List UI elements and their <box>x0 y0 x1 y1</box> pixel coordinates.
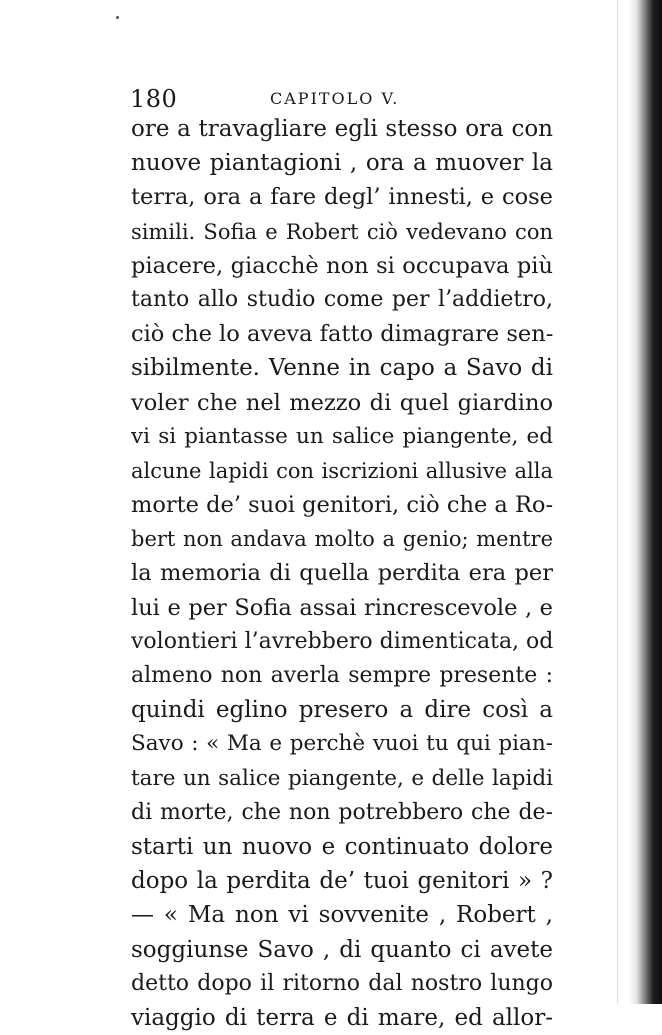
text-line: quindi eglino presero a dire così a <box>131 697 553 724</box>
text-line: Savo : « Ma e perchè vuoi tu qui pian- <box>131 731 553 757</box>
text-line: la memoria di quella perdita era per <box>131 560 553 587</box>
text-line: ore a travagliare egli stesso ora con <box>131 116 553 142</box>
text-line: ciò che lo aveva fatto dimagrare sen- <box>131 321 554 348</box>
text-line: — « Ma non vi sovvenite , Robert , <box>131 902 553 929</box>
text-line: tanto allo studio come per l’addietro, <box>131 286 553 312</box>
body-text <box>131 112 553 1035</box>
text-line: morte de’ suoi genitori, ciò che a Ro- <box>131 492 554 519</box>
text-line: dopo la perdita de’ tuoi genitori » ? <box>131 868 553 895</box>
text-line: bert non andava molto a genio; mentre <box>131 527 553 552</box>
text-line: volontieri l’avrebbero dimenticata, od <box>131 628 554 654</box>
chapter-title: CAPITOLO V. <box>270 89 400 108</box>
text-line: viaggio di terra e di mare, ed allor- <box>131 1004 553 1031</box>
page-edge-shadow <box>628 0 662 1004</box>
paper-speck <box>116 16 119 19</box>
text-line: vi si piantasse un salice piangente, ed <box>131 423 553 449</box>
text-line: nuove piantagioni , ora a muover la <box>131 150 553 177</box>
text-line: terra, ora a fare degl’ innesti, e cose <box>131 184 553 211</box>
text-line: detto dopo il ritorno dal nostro lungo <box>131 970 553 996</box>
text-line: sibilmente. Venne in capo a Savo di <box>131 355 553 382</box>
text-line: di morte, che non potrebbero che de- <box>131 799 553 825</box>
text-line: soggiunse Savo , di quanto ci avete <box>131 936 553 963</box>
text-line: lui e per Sofia assai rincrescevole , e <box>131 594 553 621</box>
page-number: 180 <box>130 85 178 113</box>
text-line: tare un salice piangente, e delle lapidi <box>131 765 553 791</box>
text-line: piacere, giacchè non si occupava più <box>131 252 553 279</box>
page-fold-line <box>617 0 618 1004</box>
text-line: starti un nuovo e continuato dolore <box>131 833 553 860</box>
text-line: simili. Sofia e Robert ciò vedevano con <box>131 219 553 244</box>
text-line: voler che nel mezzo di quel giardino <box>131 389 553 416</box>
text-line: alcune lapidi con iscrizioni allusive alla <box>131 458 553 483</box>
text-line: almeno non averla sempre presente : <box>131 663 553 688</box>
running-head <box>130 84 555 114</box>
